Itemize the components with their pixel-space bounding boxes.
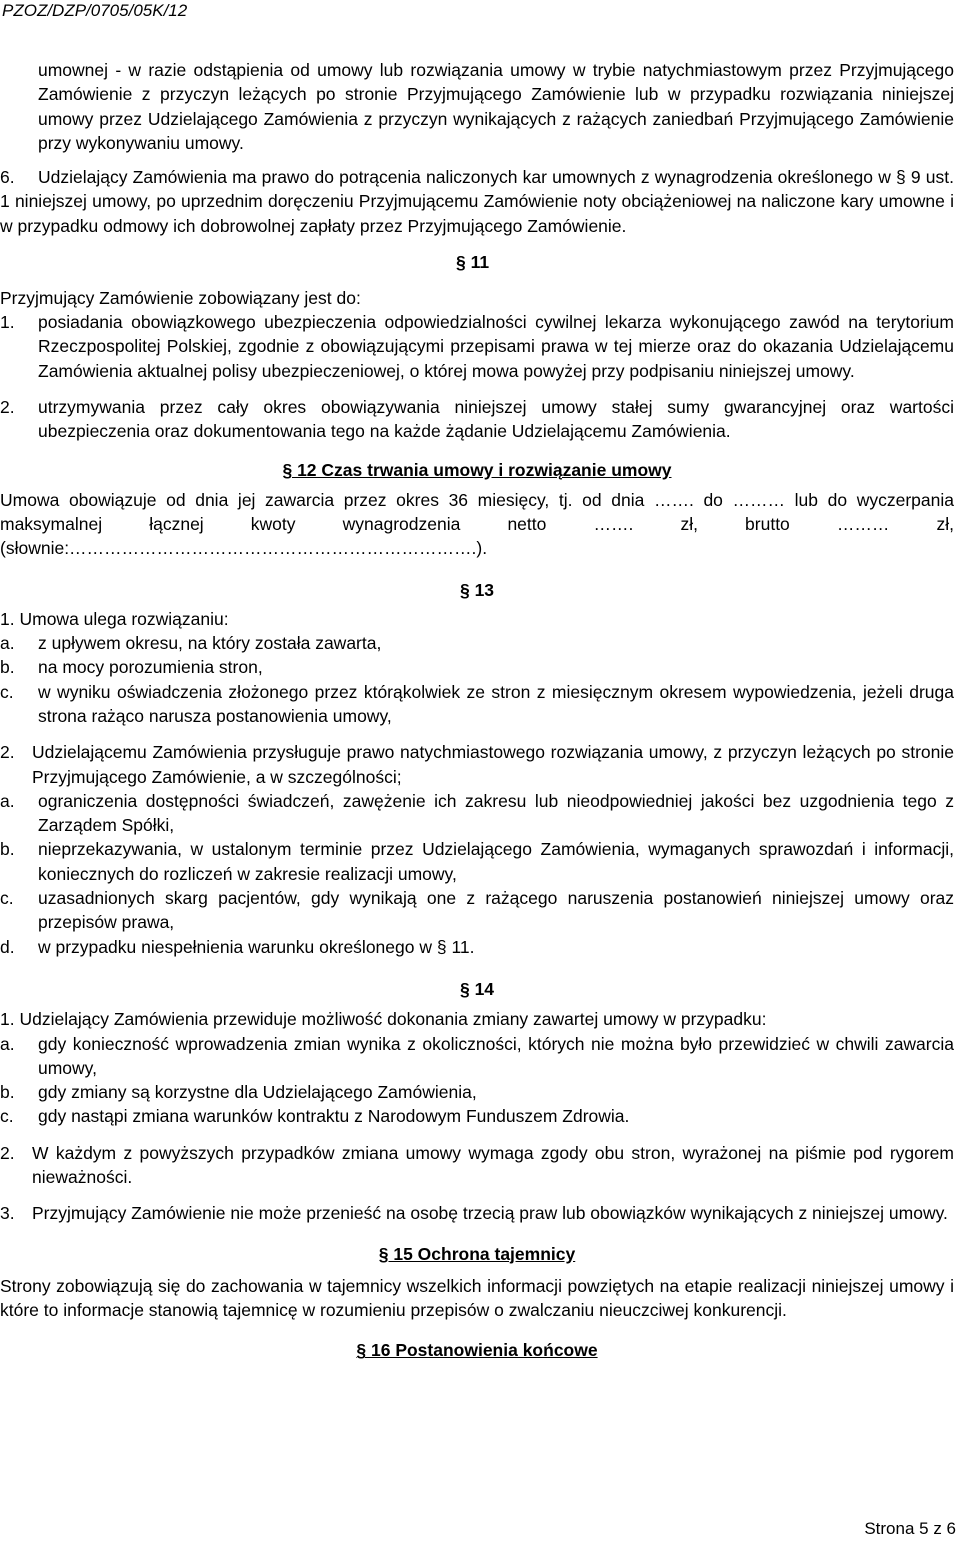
section-12-text: Umowa obowiązuje od dnia jej zawarcia przez okres 36 miesięcy, tj. od dnia ……. do ……… lub do wyczerpania maksymalnej łącznej kwoty wynagrodzenia netto ……. zł, brutto ……… zł, (słownie:…………………………………………………………….).: [0, 489, 954, 559]
document-id-header: PZOZ/DZP/0705/05K/12: [2, 1, 188, 20]
section-11-intro: Przyjmujący Zamówienie zobowiązany jest do:: [0, 288, 361, 309]
section-13-item-1-sub-a: a. z upływem okresu, na który została zawarta,: [0, 633, 382, 654]
section-14-item-1-sub-c: c. gdy nastąpi zmiana warunków kontraktu z Narodowym Funduszem Zdrowia.: [0, 1106, 630, 1127]
section-12-heading: § 12 Czas trwania umowy i rozwiązanie umowy: [282, 459, 672, 480]
document-body: [0, 58, 954, 1362]
section-14-item-3: [0, 1201, 954, 1225]
section-14-item-1-sub-b: b. gdy zmiany są korzystne dla Udzielającego Zamówienia,: [0, 1082, 477, 1103]
section-13-item-2-text: Udzielającemu Zamówienia przysługuje prawo natychmiastowego rozwiązania umowy, z przyczyn leżących po stronie Przyjmującego Zamówienie, a w szczególności;: [32, 742, 954, 787]
section-14-item-1-sub-a: a. gdy konieczność wprowadzenia zmian wynika z okoliczności, których nie można było przewidzieć w chwili zawarcia umowy,: [0, 1033, 954, 1078]
section-11-item-2: [0, 395, 954, 444]
section-14-item-1: [0, 1007, 954, 1128]
section-14-item-1-text: Udzielający Zamówienia przewiduje możliwość dokonania zmiany zawartej umowy w przypadku:: [19, 1009, 767, 1030]
item-6-number: 6.: [0, 167, 15, 188]
section-14-item-2: [0, 1141, 954, 1190]
page-number-footer: Strona 5 z 6: [864, 1518, 956, 1538]
section-11-item-1: [0, 310, 954, 383]
item-6: [0, 165, 954, 238]
section-14-mark: § 14: [459, 978, 495, 999]
section-11-item-2-text: 2. utrzymywania przez cały okres obowiązywania niniejszej umowy stałej sumy gwarancyjnej oraz wartości ubezpieczenia oraz dokumentowania tego na każde żądanie Udzielającemu Zamówienia.: [0, 396, 954, 442]
intro-paragraph: umownej - w razie odstąpienia od umowy lub rozwiązania umowy w trybie natychmiastowym przez Przyjmującego Zamówienie z przyczyn leżących po stronie Przyjmującego Zamówienie lub w przypadku rozwiązania niniejszej umowy przez Udzielającego Zamówienia z przyczyn wynikających z rażących zaniedbań Przyjmującego Zamówienie przy wykonywaniu umowy.: [38, 60, 954, 153]
section-16-heading: § 16 Postanowienia końcowe: [356, 1340, 598, 1361]
section-13-item-2-sub-c: c. uzasadnionych skarg pacjentów, gdy wynikają one z rażącego naruszenia postanowień niniejszej umowy oraz przepisów prawa,: [0, 888, 954, 933]
section-14-item-2-number: 2.: [0, 1142, 15, 1163]
section-11-item-1-text: 1. posiadania obowiązkowego ubezpieczenia odpowiedzialności cywilnej lekarza wykonującego zawód na terytorium Rzeczpospolitej Polskiej, zgodnie z obowiązującymi przepisami prawa w tej mierze oraz do okazania Udzielającemu Zamówienia aktualnej polisy ubezpieczeniowej, o której mowa powyżej przy podpisaniu niniejszej umowy.: [0, 312, 954, 381]
item-6-text: Udzielający Zamówienia ma prawo do potrącenia naliczonych kar umownych z wynagrodzenia określonego w § 9 ust. 1 niniejszej umowy, po uprzednim doręczeniu Przyjmującemu Zamówienie noty obciążeniowej na naliczone kary umowne i w przypadku odmowy ich dobrowolnej zapłaty przez Przyjmującego Zamówienie.: [0, 167, 954, 236]
section-13-item-1: [0, 607, 954, 728]
section-13-item-1-sub-b: b. na mocy porozumienia stron,: [0, 657, 263, 678]
section-13-item-2-number: 2.: [0, 742, 15, 763]
section-14-item-3-text: Przyjmujący Zamówienie nie może przenieść na osobę trzecią praw lub obowiązków wynikających z niniejszej umowy.: [32, 1203, 948, 1224]
section-11-list: [0, 310, 954, 443]
section-15-text: Strony zobowiązują się do zachowania w tajemnicy wszelkich informacji powziętych na etapie realizacji niniejszej umowy i które to informacje stanowią tajemnicę w rozumieniu przepisów o zwalczaniu nieuczciwej konkurencji.: [0, 1275, 954, 1320]
section-11-item-1-number: 1.: [0, 312, 15, 333]
section-13-item-2-sub-b: b. nieprzekazywania, w ustalonym terminie przez Udzielającego Zamówienia, wymaganych sprawozdań i informacji, koniecznych do rozliczeń w zakresie realizacji umowy,: [0, 839, 954, 884]
section-15-heading: § 15 Ochrona tajemnicy: [378, 1243, 576, 1264]
section-13-item-2-sub-d: d. w przypadku niespełnienia warunku określonego w § 11.: [0, 936, 475, 957]
section-11-header: [0, 250, 954, 310]
section-13-item-1-sub-c: c. w wyniku oświadczenia złożonego przez którąkolwiek ze stron z miesięcznym okresem wypowiedzenia, jeżeli druga strona rażąco narusza postanowienia umowy,: [0, 681, 954, 726]
section-14-item-2-text: W każdym z powyższych przypadków zmiana umowy wymaga zgody obu stron, wyrażonej na piśmie pod rygorem nieważności.: [32, 1142, 954, 1187]
section-13-item-1-text: Umowa ulega rozwiązaniu:: [19, 608, 229, 629]
section-13-item-1-number: 1.: [0, 608, 15, 629]
section-14-item-3-number: 3.: [0, 1203, 15, 1224]
section-13-item-2-sub-a: a. ograniczenia dostępności świadczeń, zawężenie ich zakresu lub nieodpowiedniej jakości bez uzgodnienia tego z Zarządem Spółki,: [0, 790, 954, 836]
section-11-item-2-number: 2.: [0, 396, 15, 417]
section-11-mark: § 11: [456, 252, 490, 273]
section-14-item-1-number: 1.: [0, 1009, 15, 1030]
section-13-item-2: [0, 740, 954, 959]
section-13-mark: § 13: [459, 580, 495, 601]
